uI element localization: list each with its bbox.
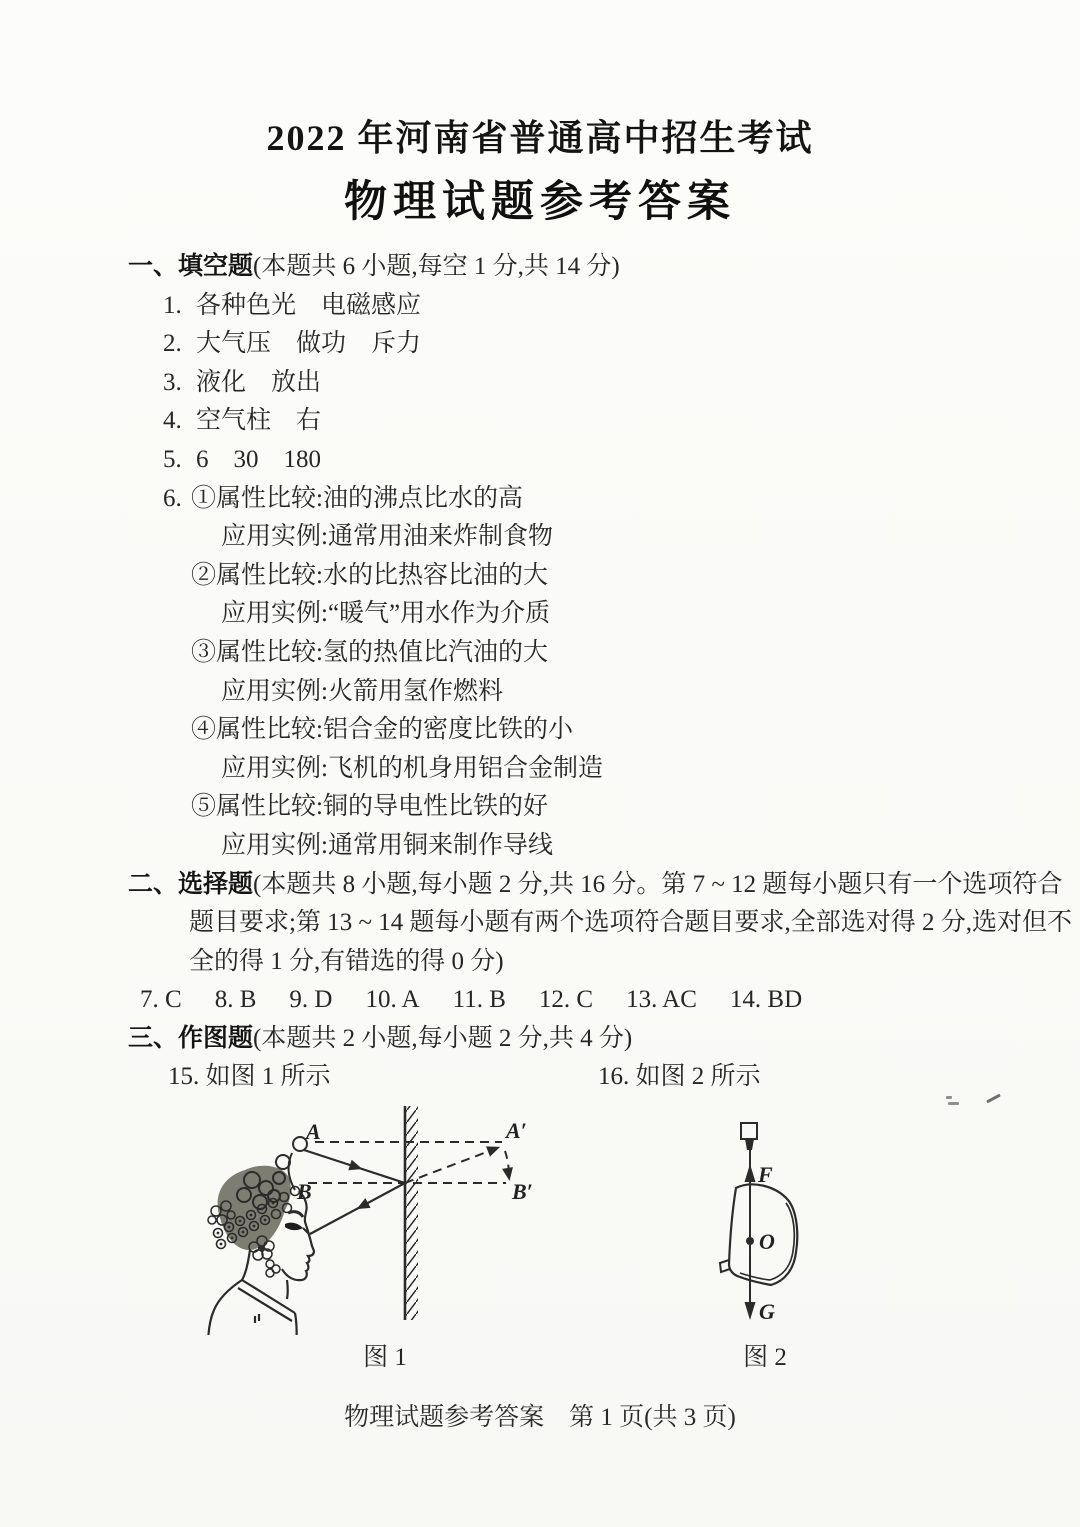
plane-mirror	[405, 1106, 418, 1320]
item-number: 2.	[163, 330, 182, 358]
property-compare-4: ④属性比较:铝合金的密度比铁的小	[191, 716, 573, 744]
scan-smudge	[948, 1102, 959, 1105]
application-example-2: 应用实例:“暖气”用水作为介质	[221, 600, 551, 628]
fill-item-4	[163, 402, 1058, 441]
choice-answers-row	[140, 981, 1058, 1020]
section1-note: (本题共 6 小题,每空 1 分,共 14 分)	[253, 253, 620, 280]
fill-item-5	[163, 441, 1058, 480]
center-of-gravity-dot	[746, 1237, 754, 1245]
fill-item-6-lines	[191, 480, 603, 866]
label-force-F: F	[758, 1162, 773, 1187]
label-point-B: B	[297, 1179, 312, 1204]
content-column	[128, 248, 1072, 1097]
item-number: 1.	[163, 291, 182, 319]
force-G-arrowhead	[745, 1302, 756, 1320]
choice-answer-7: 7. C	[140, 986, 182, 1014]
exam-title: 2022 年河南省普通高中招生考试	[266, 118, 814, 158]
extended-ray-to-A-prime	[405, 1147, 500, 1183]
page-footer: 物理试题参考答案 第 1 页(共 3 页)	[344, 1404, 736, 1431]
hook-neck	[745, 1139, 754, 1150]
section1-label: 一、填空题	[128, 253, 254, 280]
item-answer: 空气柱 右	[196, 407, 322, 435]
fill-item-1	[163, 287, 1058, 326]
choice-answer-14: 14. BD	[729, 986, 803, 1014]
property-compare-3: ③属性比较:氢的热值比汽油的大	[191, 638, 548, 666]
choice-answer-10: 10. A	[365, 986, 420, 1014]
item-number: 4.	[163, 407, 182, 435]
item-answer: 6 30 180	[196, 445, 322, 473]
section2-note-line2: 题目要求;第 13 ~ 14 题每小题有两个选项符合题目要求,全部选对得 2 分,选对但不	[189, 909, 1072, 937]
item-number: 6.	[163, 484, 182, 512]
drawing-item-16: 16. 如图 2 所示	[598, 1063, 761, 1091]
application-example-4: 应用实例:飞机的机身用铝合金制造	[221, 754, 603, 782]
figure2-caption: 图 2	[743, 1344, 787, 1371]
choice-answer-13: 13. AC	[626, 986, 697, 1014]
item-number: 3.	[163, 368, 182, 396]
label-image-A-prime: A′	[506, 1118, 527, 1143]
item-answer: 液化 放出	[196, 368, 322, 396]
label-force-G: G	[759, 1299, 775, 1324]
section2-label: 二、选择题	[128, 870, 254, 898]
property-compare-1: ①属性比较:油的沸点比水的高	[191, 484, 523, 512]
choice-answer-12: 12. C	[538, 986, 594, 1014]
section3-note: (本题共 2 小题,每小题 2 分,共 4 分)	[253, 1024, 633, 1052]
drawing-items-row	[128, 1058, 1058, 1097]
label-point-A: A	[306, 1119, 321, 1144]
figure1-head-illustration	[208, 1137, 314, 1335]
page-title: 物理试题参考答案	[344, 179, 736, 226]
fill-item-2	[163, 325, 1058, 364]
fill-item-6	[163, 480, 1058, 866]
collar-and-shoulders	[208, 1250, 297, 1335]
figure1-plane-mirror-diagram	[200, 1098, 545, 1335]
item-answer: 各种色光 电磁感应	[196, 291, 422, 319]
force-F-arrowhead	[745, 1164, 756, 1182]
force-vectors	[745, 1150, 756, 1320]
scan-smudge	[946, 1096, 952, 1099]
item-answer: 大气压 做功 斥力	[196, 330, 422, 358]
item-number: 5.	[163, 445, 182, 473]
label-image-B-prime: B′	[512, 1179, 533, 1204]
figure2-force-diagram	[680, 1110, 850, 1332]
property-compare-5: ⑤属性比较:铜的导电性比铁的好	[191, 793, 548, 821]
choice-answer-8: 8. B	[214, 986, 257, 1014]
section2-note-line1: (本题共 8 小题,每小题 2 分,共 16 分。第 7 ~ 12 题每小题只有一个选项符合	[253, 870, 1063, 898]
section3-heading	[128, 1020, 1058, 1059]
choice-answer-9: 9. D	[289, 986, 333, 1014]
eye	[285, 1223, 303, 1231]
drawing-item-15: 15. 如图 1 所示	[168, 1063, 331, 1091]
label-point-O: O	[759, 1229, 775, 1254]
property-compare-2: ②属性比较:水的比热容比油的大	[191, 561, 548, 589]
fill-item-3	[163, 364, 1058, 403]
section2-heading	[128, 866, 1063, 905]
application-example-5: 应用实例:通常用铜来制作导线	[221, 831, 553, 859]
section1-heading	[128, 248, 1058, 287]
hanger-hook	[741, 1123, 757, 1139]
figure1-caption: 图 1	[363, 1344, 407, 1371]
eyebrow	[288, 1212, 303, 1217]
choice-answer-11: 11. B	[452, 986, 506, 1014]
application-example-1: 应用实例:通常用油来炸制食物	[221, 523, 553, 551]
section3-label: 三、作图题	[128, 1024, 254, 1052]
application-example-3: 应用实例:火箭用氢作燃料	[221, 677, 503, 705]
section2-note-line3: 全的得 1 分,有错选的得 0 分)	[189, 947, 504, 975]
